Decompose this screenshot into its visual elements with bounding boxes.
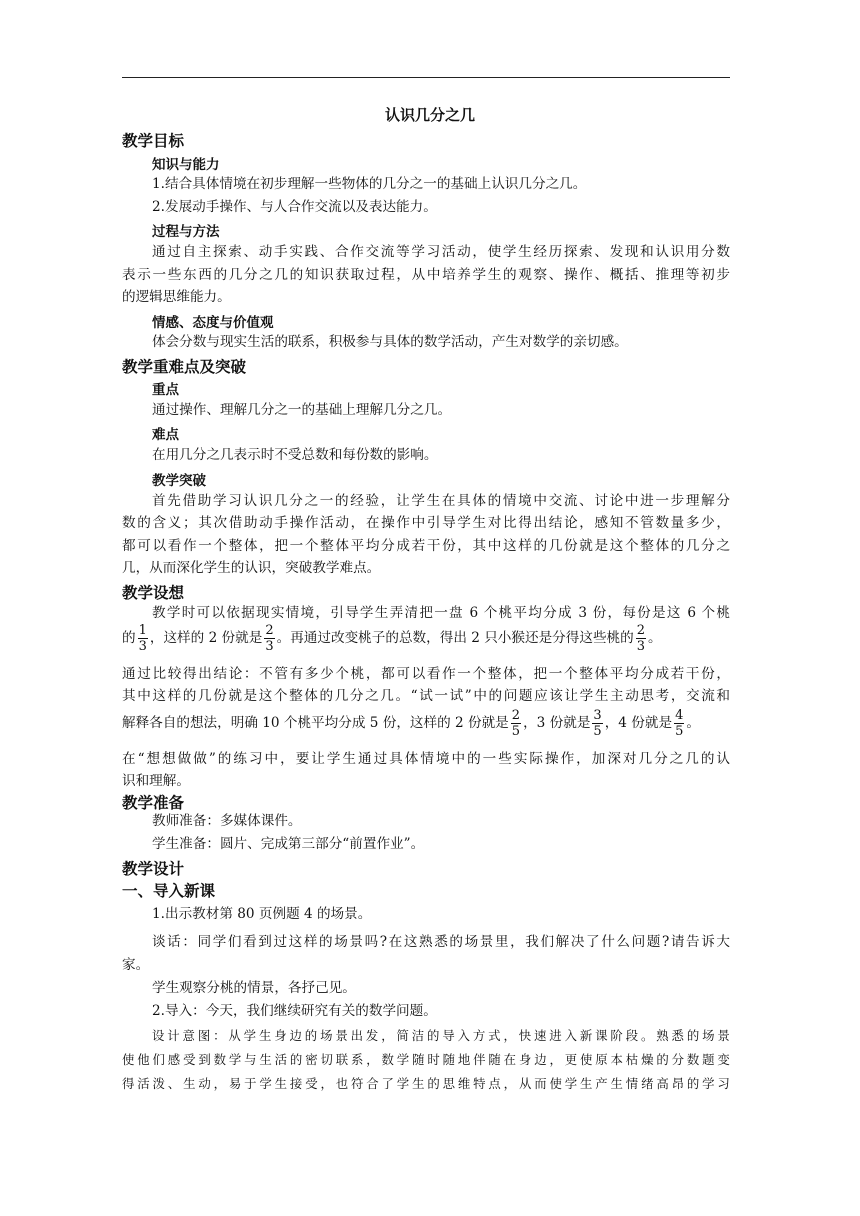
process-line-3: 的逻辑思维能力。 <box>122 289 231 305</box>
heading-key-points: 教学重难点及突破 <box>122 358 247 376</box>
breakthrough-line-4: 几，从而深化学生的认识，突破教学难点。 <box>122 560 381 576</box>
design-p2-line-1: 谈话：同学们看到过这样的场景吗?在这熟悉的场景里，我们解决了什么问题?请告诉大 <box>152 934 730 950</box>
subheading-process: 过程与方法 <box>152 224 220 240</box>
knowledge-item-2: 2.发展动手操作、与人合作交流以及表达能力。 <box>152 199 437 215</box>
numerator: 1 <box>138 623 147 638</box>
heading-teaching-idea: 教学设想 <box>122 584 185 602</box>
process-line-2: 表示一些东西的几分之几的知识获取过程，从中培养学生的观察、操作、概括、推理等初步 <box>122 267 730 283</box>
heading-teaching-design: 教学设计 <box>122 860 185 878</box>
subheading-attitude: 情感、态度与价值观 <box>152 315 274 331</box>
design-p1: 1.出示教材第 80 页例题 4 的场景。 <box>152 906 372 922</box>
denominator: 3 <box>636 639 646 654</box>
fraction-4-5 <box>674 709 684 738</box>
idea-text: 的 <box>122 630 136 646</box>
idea-text: ，3 份就是 <box>523 715 591 731</box>
idea-line-1: 教学时可以依据现实情境，引导学生弄清把一盘 6 个桃平均分成 3 份，每份是这 6 个桃 <box>152 605 730 621</box>
header-rule <box>122 77 730 78</box>
fraction-3-5 <box>592 709 602 738</box>
fraction-2-3 <box>264 624 274 653</box>
subheading-difficult: 难点 <box>152 427 179 443</box>
idea-line-7: 识和理解。 <box>122 773 190 789</box>
denominator: 5 <box>511 724 521 739</box>
prep-teacher: 教师准备：多媒体课件。 <box>152 813 302 829</box>
document-title: 认识几分之几 <box>384 106 475 124</box>
design-p2-line-2: 家。 <box>122 957 150 973</box>
breakthrough-line-1: 首先借助学习认识几分之一的经验，让学生在具体的情境中交流、讨论中进一步理解分 <box>152 493 730 509</box>
idea-text: 。再通过改变桃子的总数，得出 2 只小猴还是分得这些桃的 <box>276 630 634 646</box>
prep-student: 学生准备：圆片、完成第三部分“前置作业”。 <box>152 836 425 852</box>
heading-teaching-goals: 教学目标 <box>122 132 185 150</box>
intent-line-3: 得活泼、生动，易于学生接受，也符合了学生的思维特点，从而使学生产生情绪高昂的学习 <box>122 1076 730 1091</box>
idea-line-5 <box>122 705 700 741</box>
design-p3: 学生观察分桃的情景，各抒己见。 <box>152 980 356 996</box>
fraction-1-3 <box>138 624 148 653</box>
numerator: 2 <box>636 623 646 638</box>
fraction-2-3-b <box>636 624 646 653</box>
idea-line-2 <box>122 621 662 655</box>
idea-text: 。 <box>648 630 662 646</box>
heading-teaching-prep: 教学准备 <box>122 794 185 812</box>
idea-text: ，4 份就是 <box>604 715 673 731</box>
idea-line-4: 其中这样的几份就是这个整体的几分之几。“试一试”中的问题应该让学生主动思考，交流和 <box>122 688 730 704</box>
denominator: 3 <box>138 639 147 654</box>
idea-line-3: 通过比较得出结论：不管有多少个桃，都可以看作一个整体，把一个整体平均分成若干份， <box>122 666 730 682</box>
attitude-text: 体会分数与现实生活的联系，积极参与具体的数学活动，产生对数学的亲切感。 <box>152 334 628 350</box>
process-line-1: 通过自主探索、动手实践、合作交流等学习活动，使学生经历探索、发现和认识用分数 <box>152 244 730 260</box>
subheading-breakthrough: 教学突破 <box>152 473 206 489</box>
idea-text: 。 <box>686 715 700 731</box>
numerator: 2 <box>265 623 274 638</box>
idea-text: ，这样的 2 份就是 <box>149 630 263 646</box>
difficult-text: 在用几分之几表示时不受总数和每份数的影响。 <box>152 447 438 463</box>
numerator: 4 <box>675 708 684 723</box>
design-p4: 2.导入：今天，我们继续研究有关的数学问题。 <box>152 1003 437 1019</box>
breakthrough-line-2: 数的含义；其次借助动手操作活动，在操作中引导学生对比得出结论，感知不管数量多少， <box>122 515 730 531</box>
denominator: 5 <box>593 724 602 739</box>
idea-text: 解释各自的想法，明确 10 个桃平均分成 5 份，这样的 2 份就是 <box>122 715 509 731</box>
breakthrough-line-3: 都可以看作一个整体，把一个整体平均分成若干份，其中这样的几份就是这个整体的几分之 <box>122 538 730 554</box>
fraction-2-5 <box>511 709 521 738</box>
intent-line-2: 使他们感受到数学与生活的密切联系，数学随时随地伴随在身边，更使原本枯燥的分数题变 <box>122 1052 730 1067</box>
denominator: 5 <box>675 724 684 739</box>
intent-line-1: 设计意图：从学生身边的场景出发，简洁的导入方式，快速进入新课阶段。熟悉的场景 <box>152 1028 730 1043</box>
key-text: 通过操作、理解几分之一的基础上理解几分之几。 <box>152 402 452 418</box>
heading-part-1: 一、导入新课 <box>122 882 216 900</box>
subheading-knowledge: 知识与能力 <box>152 157 220 173</box>
subheading-key: 重点 <box>152 382 179 398</box>
numerator: 3 <box>593 708 602 723</box>
numerator: 2 <box>511 708 521 723</box>
denominator: 3 <box>265 639 274 654</box>
idea-line-6: 在“想想做做”的练习中，要让学生通过具体情境中的一些实际操作，加深对几分之几的认 <box>122 751 730 767</box>
knowledge-item-1: 1.结合具体情境在初步理解一些物体的几分之一的基础上认识几分之几。 <box>152 176 587 192</box>
